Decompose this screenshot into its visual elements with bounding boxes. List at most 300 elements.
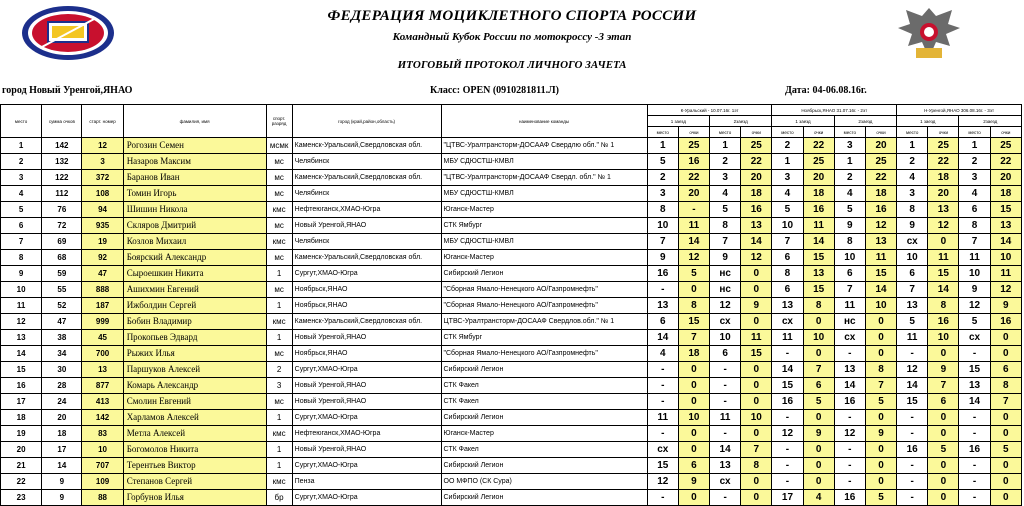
cell-race-points: 0 — [678, 442, 709, 458]
cell-race-points: 0 — [741, 474, 772, 490]
cell-points: 24 — [42, 394, 82, 410]
cell-race-points: 18 — [928, 170, 959, 186]
cell-race-points: 16 — [678, 154, 709, 170]
cell-points: 132 — [42, 154, 82, 170]
cell-race-points: 22 — [678, 170, 709, 186]
cell-race-place: 3 — [834, 138, 865, 154]
cell-rank: мс — [266, 218, 292, 234]
cell-race-points: 16 — [803, 202, 834, 218]
cell-race-place: 7 — [710, 234, 741, 250]
cell-city: Нефтеюганск,ХМАО-Югра — [292, 426, 441, 442]
cell-start-number: 108 — [82, 186, 123, 202]
cell-race-place: 6 — [897, 266, 928, 282]
cell-race-points: 16 — [865, 202, 896, 218]
cell-race-place: 2 — [834, 170, 865, 186]
cell-team: Сибирский Легион — [441, 490, 647, 506]
cell-race-place: 12 — [897, 362, 928, 378]
cell-race-place: 6 — [772, 282, 803, 298]
cell-start-number: 13 — [82, 362, 123, 378]
cell-name: Метла Алексей — [123, 426, 266, 442]
table-row — [1, 154, 1022, 170]
cell-team: Сибирский Легион — [441, 458, 647, 474]
cell-place: 20 — [1, 442, 42, 458]
cell-race-place: - — [897, 474, 928, 490]
cell-points: 47 — [42, 314, 82, 330]
cell-race-points: 6 — [928, 394, 959, 410]
cell-team: СТК Ямбург — [441, 330, 647, 346]
cell-rank: бр — [266, 490, 292, 506]
cell-race-place: 15 — [959, 362, 990, 378]
cell-city: Ноябрьск,ЯНАО — [292, 346, 441, 362]
cell-team: СТК Факел — [441, 442, 647, 458]
cell-place: 2 — [1, 154, 42, 170]
cell-race-place: - — [772, 442, 803, 458]
stage-header: Ноябрьск,ЯНАО 31.07.16г. - 2эт — [772, 105, 897, 116]
cell-race-place: 3 — [647, 186, 678, 202]
cell-start-number: 372 — [82, 170, 123, 186]
cell-race-place: 12 — [710, 298, 741, 314]
cell-name: Богомолов Никита — [123, 442, 266, 458]
col-city: город (край,район,область) — [292, 105, 441, 138]
cell-race-points: 12 — [928, 218, 959, 234]
cell-points: 20 — [42, 410, 82, 426]
cell-place: 4 — [1, 186, 42, 202]
cell-race-points: 0 — [865, 346, 896, 362]
cell-race-place: 3 — [710, 170, 741, 186]
cell-race-place: нс — [834, 314, 865, 330]
cell-points: 28 — [42, 378, 82, 394]
cell-race-points: 14 — [990, 234, 1021, 250]
cell-place: 12 — [1, 314, 42, 330]
cell-city: Новый Уренгой,ЯНАО — [292, 442, 441, 458]
cell-race-place: 9 — [710, 250, 741, 266]
cell-name: Томин Игорь — [123, 186, 266, 202]
cell-race-place: 4 — [772, 186, 803, 202]
cell-race-points: 25 — [803, 154, 834, 170]
cell-points: 34 — [42, 346, 82, 362]
cell-race-place: 6 — [710, 346, 741, 362]
cell-race-place: 5 — [710, 202, 741, 218]
cell-race-points: 15 — [803, 282, 834, 298]
cell-points: 17 — [42, 442, 82, 458]
cell-name: Рыжих Илья — [123, 346, 266, 362]
cell-race-place: - — [959, 346, 990, 362]
cell-race-place: 2 — [772, 138, 803, 154]
cell-place: 19 — [1, 426, 42, 442]
cell-team: "Сборная Ямало-Ненецкого АО/Газпромнефть" — [441, 282, 647, 298]
table-row — [1, 346, 1022, 362]
cell-team: "Сборная Ямало-Ненецкого АО/Газпромнефть" — [441, 346, 647, 362]
cell-points: 9 — [42, 474, 82, 490]
cell-race-place: 16 — [834, 394, 865, 410]
cell-team: МБУ СДЮСТШ-КМВЛ — [441, 154, 647, 170]
cell-team: ЦТВС-Уралтрансторм-ДОСААФ Свердлов.обл." № 1 — [441, 314, 647, 330]
cell-start-number: 142 — [82, 410, 123, 426]
cell-race-points: 6 — [803, 378, 834, 394]
cell-race-place: 1 — [897, 138, 928, 154]
cell-race-points: 10 — [741, 410, 772, 426]
cell-race-points: 9 — [741, 298, 772, 314]
table-row — [1, 410, 1022, 426]
cell-race-points: 10 — [990, 250, 1021, 266]
cell-city: Сургут,ХМАО-Югра — [292, 490, 441, 506]
cell-race-place: 1 — [959, 138, 990, 154]
cell-points: 9 — [42, 490, 82, 506]
cell-start-number: 94 — [82, 202, 123, 218]
event-city: город Новый Уренгой,ЯНАО — [2, 85, 133, 96]
cell-race-place: - — [772, 458, 803, 474]
table-row — [1, 298, 1022, 314]
cell-race-points: 11 — [865, 250, 896, 266]
cell-race-place: - — [959, 474, 990, 490]
table-row — [1, 426, 1022, 442]
cell-race-place: 2 — [897, 154, 928, 170]
cell-race-place: 16 — [772, 394, 803, 410]
cell-rank: 2 — [266, 362, 292, 378]
cell-race-points: 13 — [990, 218, 1021, 234]
col-rank: спорт. разряд — [266, 105, 292, 138]
cell-rank: 1 — [266, 298, 292, 314]
cell-race-place: - — [647, 282, 678, 298]
cell-start-number: 935 — [82, 218, 123, 234]
protocol-title: ИТОГОВЫЙ ПРОТОКОЛ ЛИЧНОГО ЗАЧЕТА — [397, 59, 627, 71]
cell-race-place: 6 — [834, 266, 865, 282]
cell-race-points: 0 — [865, 410, 896, 426]
cell-race-place: 3 — [772, 170, 803, 186]
cell-race-points: 9 — [990, 298, 1021, 314]
cell-race-points: 20 — [865, 138, 896, 154]
cell-start-number: 888 — [82, 282, 123, 298]
cell-race-points: 16 — [990, 314, 1021, 330]
cell-race-place: 14 — [647, 330, 678, 346]
cell-race-points: 0 — [741, 314, 772, 330]
cell-race-place: - — [834, 442, 865, 458]
cell-race-place: 8 — [834, 234, 865, 250]
cell-race-points: 11 — [741, 330, 772, 346]
cell-race-place: 1 — [710, 138, 741, 154]
cell-race-points: 0 — [865, 442, 896, 458]
event-info-line — [0, 85, 1024, 99]
cell-race-place: - — [710, 490, 741, 506]
table-row — [1, 186, 1022, 202]
table-row — [1, 362, 1022, 378]
cell-race-place: 7 — [959, 234, 990, 250]
table-row — [1, 234, 1022, 250]
cell-race-place: сх — [772, 314, 803, 330]
cell-race-place: 17 — [772, 490, 803, 506]
cell-race-place: 9 — [959, 282, 990, 298]
stage-header: К-Уральский - 10.07.16г. 1эт — [647, 105, 772, 116]
cell-race-place: - — [897, 490, 928, 506]
cell-race-points: 0 — [678, 362, 709, 378]
cell-rank: мс — [266, 282, 292, 298]
cell-race-place: - — [710, 394, 741, 410]
cell-race-points: 25 — [865, 154, 896, 170]
cell-race-place: - — [897, 410, 928, 426]
event-date: Дата: 04-06.08.16г. — [785, 85, 867, 96]
cell-race-points: 5 — [803, 394, 834, 410]
cell-race-points: 14 — [741, 234, 772, 250]
cell-race-place: 13 — [647, 298, 678, 314]
cell-city: Сургут,ХМАО-Югра — [292, 362, 441, 378]
cell-race-points: 13 — [865, 234, 896, 250]
cell-team: Сибирский Легион — [441, 266, 647, 282]
cell-team: Юганск-Мастер — [441, 202, 647, 218]
cell-race-points: 0 — [990, 458, 1021, 474]
cell-race-points: 0 — [928, 410, 959, 426]
table-row — [1, 250, 1022, 266]
cell-race-points: 11 — [678, 218, 709, 234]
cell-place: 13 — [1, 330, 42, 346]
race-header: 2заезд — [834, 116, 896, 127]
col-name: фамилия, имя — [123, 105, 266, 138]
cell-place: 7 — [1, 234, 42, 250]
cell-race-points: 14 — [678, 234, 709, 250]
cell-race-points: 0 — [741, 362, 772, 378]
cell-race-place: 8 — [647, 202, 678, 218]
cell-rank: мс — [266, 346, 292, 362]
cell-place: 6 — [1, 218, 42, 234]
cell-race-place: 16 — [897, 442, 928, 458]
cell-city: Каменск-Уральский,Свердловская обл. — [292, 170, 441, 186]
cell-race-place: - — [710, 362, 741, 378]
cell-rank: кмс — [266, 202, 292, 218]
cell-name: Баранов Иван — [123, 170, 266, 186]
cell-start-number: 92 — [82, 250, 123, 266]
cell-race-place: - — [834, 458, 865, 474]
cell-race-place: 5 — [772, 202, 803, 218]
cell-race-place: 4 — [647, 346, 678, 362]
cell-race-place: - — [647, 394, 678, 410]
cell-team: "ЦТВС-Уралтрансторм-ДОСААФ Свердл. обл." № 1 — [441, 170, 647, 186]
cell-race-place: - — [772, 410, 803, 426]
cell-name: Ашихмин Евгений — [123, 282, 266, 298]
cell-race-place: 1 — [647, 138, 678, 154]
cell-race-points: 0 — [678, 378, 709, 394]
cell-race-place: 14 — [772, 362, 803, 378]
cell-city: Ноябрьск,ЯНАО — [292, 298, 441, 314]
cell-place: 16 — [1, 378, 42, 394]
cell-race-place: 3 — [897, 186, 928, 202]
cell-start-number: 19 — [82, 234, 123, 250]
cell-points: 14 — [42, 458, 82, 474]
cell-points: 38 — [42, 330, 82, 346]
sub-header-place: место — [834, 127, 865, 138]
cell-place: 10 — [1, 282, 42, 298]
cell-race-points: 0 — [741, 394, 772, 410]
cell-race-place: 12 — [959, 298, 990, 314]
sub-header-place: место — [897, 127, 928, 138]
cell-race-place: нс — [710, 282, 741, 298]
cell-race-points: 9 — [678, 474, 709, 490]
cell-race-points: 8 — [928, 298, 959, 314]
cell-race-points: 25 — [990, 138, 1021, 154]
col-points: сумма очков — [42, 105, 82, 138]
cell-race-points: 14 — [803, 234, 834, 250]
federation-title: ФЕДЕРАЦИЯ МОЦИКЛЕТНОГО СПОРТА РОССИИ — [327, 8, 697, 24]
cell-race-place: - — [834, 474, 865, 490]
cell-race-points: 5 — [928, 442, 959, 458]
cell-race-points: 0 — [741, 426, 772, 442]
cell-rank: 1 — [266, 442, 292, 458]
cell-name: Козлов Михаил — [123, 234, 266, 250]
cell-city: Нефтеюганск,ХМАО-Югра — [292, 202, 441, 218]
cell-rank: мсмк — [266, 138, 292, 154]
cell-race-place: - — [647, 362, 678, 378]
cell-city: Сургут,ХМАО-Югра — [292, 266, 441, 282]
cell-place: 9 — [1, 266, 42, 282]
cell-race-place: сх — [959, 330, 990, 346]
race-header: 1 заезд — [897, 116, 959, 127]
cell-race-points: 18 — [990, 186, 1021, 202]
sub-header-place: место — [710, 127, 741, 138]
cell-race-place: - — [959, 458, 990, 474]
cell-race-points: 11 — [803, 218, 834, 234]
cell-race-place: 7 — [647, 234, 678, 250]
col-team: наименование команды — [441, 105, 647, 138]
cell-race-points: 10 — [865, 298, 896, 314]
cell-race-points: 0 — [803, 458, 834, 474]
cell-race-points: 15 — [865, 266, 896, 282]
cell-race-points: 0 — [865, 458, 896, 474]
cell-city: Новый Уренгой,ЯНАО — [292, 218, 441, 234]
cell-race-place: 11 — [959, 250, 990, 266]
cell-race-place: сх — [710, 314, 741, 330]
cell-start-number: 999 — [82, 314, 123, 330]
cell-race-place: 13 — [710, 458, 741, 474]
table-row — [1, 314, 1022, 330]
cell-race-points: 4 — [803, 490, 834, 506]
cell-race-place: 14 — [897, 378, 928, 394]
cell-race-place: 1 — [772, 154, 803, 170]
cell-start-number: 3 — [82, 154, 123, 170]
cell-race-place: 8 — [897, 202, 928, 218]
cell-race-points: 0 — [741, 378, 772, 394]
cell-race-points: 11 — [928, 250, 959, 266]
cell-team: ОО МФПО (СК Сура) — [441, 474, 647, 490]
race-header: 1 заезд — [772, 116, 834, 127]
cell-race-place: сх — [897, 234, 928, 250]
cell-race-place: 8 — [959, 218, 990, 234]
cell-race-points: 0 — [990, 490, 1021, 506]
cell-race-place: 15 — [897, 394, 928, 410]
cell-race-place: 4 — [710, 186, 741, 202]
cell-race-points: 0 — [741, 282, 772, 298]
cell-race-place: 6 — [647, 314, 678, 330]
cell-race-place: 10 — [647, 218, 678, 234]
cell-race-points: 9 — [803, 426, 834, 442]
cell-race-place: 10 — [959, 266, 990, 282]
cell-race-place: - — [710, 426, 741, 442]
cell-race-points: 15 — [678, 314, 709, 330]
sub-header-points: очки — [990, 127, 1021, 138]
cell-race-points: 0 — [803, 410, 834, 426]
cell-race-place: - — [647, 490, 678, 506]
cell-points: 59 — [42, 266, 82, 282]
cell-points: 55 — [42, 282, 82, 298]
cell-team: СТК Факел — [441, 394, 647, 410]
cell-start-number: 12 — [82, 138, 123, 154]
cell-race-place: 10 — [772, 218, 803, 234]
cell-name: Сыроешкин Никита — [123, 266, 266, 282]
cell-team: Сибирский Легион — [441, 362, 647, 378]
cell-race-place: 13 — [834, 362, 865, 378]
cell-points: 30 — [42, 362, 82, 378]
cell-race-place: сх — [647, 442, 678, 458]
cell-race-points: 0 — [928, 346, 959, 362]
cell-race-place: - — [959, 490, 990, 506]
cell-city: Новый Уренгой,ЯНАО — [292, 330, 441, 346]
cell-race-points: 18 — [865, 186, 896, 202]
cell-rank: мс — [266, 394, 292, 410]
cell-points: 112 — [42, 186, 82, 202]
cell-race-place: 4 — [897, 170, 928, 186]
table-row — [1, 378, 1022, 394]
cell-team: Сибирский Легион — [441, 410, 647, 426]
table-row — [1, 474, 1022, 490]
cell-name: Боярский Александр — [123, 250, 266, 266]
cell-race-place: 5 — [897, 314, 928, 330]
cell-race-points: 7 — [741, 442, 772, 458]
cell-points: 68 — [42, 250, 82, 266]
cell-name: Рогозин Семен — [123, 138, 266, 154]
cell-start-number: 700 — [82, 346, 123, 362]
cell-race-place: - — [772, 346, 803, 362]
cell-race-place: 16 — [647, 266, 678, 282]
cell-race-points: 22 — [928, 154, 959, 170]
cell-start-number: 47 — [82, 266, 123, 282]
cell-race-points: 5 — [865, 394, 896, 410]
table-row — [1, 266, 1022, 282]
cell-race-points: 7 — [928, 378, 959, 394]
cell-race-place: 13 — [959, 378, 990, 394]
cell-rank: 3 — [266, 378, 292, 394]
cell-race-points: 13 — [803, 266, 834, 282]
cell-points: 18 — [42, 426, 82, 442]
cell-race-points: 5 — [865, 490, 896, 506]
cell-race-place: 8 — [772, 266, 803, 282]
table-row — [1, 442, 1022, 458]
cell-name: Харламов Алексей — [123, 410, 266, 426]
cell-race-place: 5 — [647, 154, 678, 170]
cell-rank: 1 — [266, 266, 292, 282]
cell-race-points: 15 — [990, 202, 1021, 218]
cell-race-points: 7 — [865, 378, 896, 394]
cell-race-points: 20 — [928, 186, 959, 202]
cell-race-points: 0 — [803, 314, 834, 330]
cell-race-points: 20 — [678, 186, 709, 202]
cell-rank: кмс — [266, 426, 292, 442]
cell-race-points: 13 — [741, 218, 772, 234]
race-header: 1 заезд — [647, 116, 709, 127]
cell-race-place: 11 — [897, 330, 928, 346]
cell-place: 15 — [1, 362, 42, 378]
cell-race-place: - — [647, 426, 678, 442]
cell-race-place: 14 — [834, 378, 865, 394]
cell-race-points: 20 — [803, 170, 834, 186]
cell-race-points: 0 — [928, 490, 959, 506]
cell-race-points: 0 — [928, 458, 959, 474]
cell-race-points: 12 — [741, 250, 772, 266]
cell-race-place: 9 — [834, 218, 865, 234]
cell-race-place: 4 — [959, 186, 990, 202]
cell-race-points: 10 — [928, 330, 959, 346]
cell-start-number: 45 — [82, 330, 123, 346]
cell-rank: 1 — [266, 458, 292, 474]
table-row — [1, 330, 1022, 346]
cell-race-place: 11 — [710, 410, 741, 426]
cell-place: 17 — [1, 394, 42, 410]
